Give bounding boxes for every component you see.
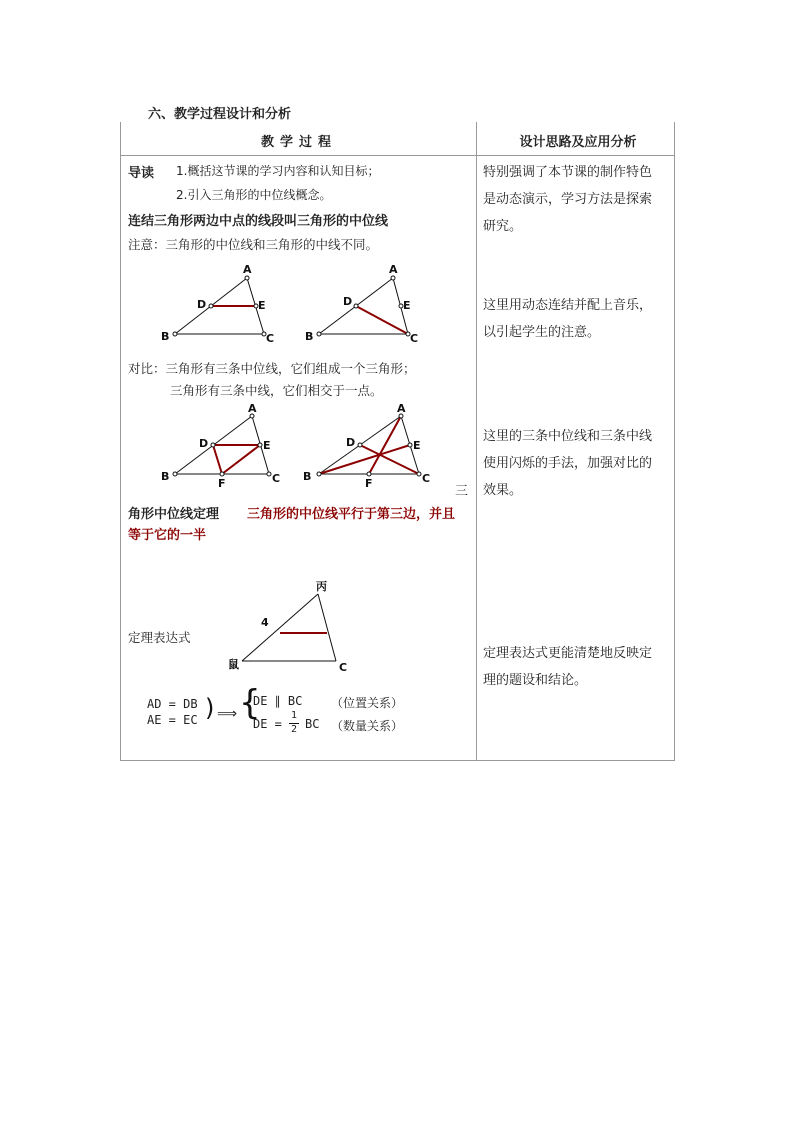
design-note-3: 这里的三条中位线和三条中线使用闪烁的手法，加强对比的效果。: [483, 429, 653, 498]
header-teaching-process: 教学过程: [261, 135, 338, 150]
left-brace: {: [239, 683, 261, 723]
premise-1: AD = DB: [147, 697, 198, 711]
compare-line-2: 三角形有三条中线，它们相交于一点。: [170, 383, 383, 398]
column-divider: [476, 122, 477, 760]
header-design-analysis: 设计思路及应用分析: [519, 135, 637, 150]
label-c: C: [422, 472, 431, 485]
label-b-glyph: 鼠: [228, 658, 239, 671]
header-divider: [121, 155, 674, 156]
label-b: B: [161, 330, 170, 343]
section-title: 六、教学过程设计和分析: [148, 107, 292, 122]
result-2-suffix: BC: [305, 717, 320, 731]
label-a: A: [243, 263, 252, 276]
premise-2: AE = EC: [147, 713, 198, 727]
result-1-note: （位置关系）: [331, 696, 404, 710]
label-f: F: [365, 477, 373, 490]
label-f: F: [218, 477, 226, 490]
label-a: A: [389, 263, 398, 276]
result-2-note: （数量关系）: [331, 719, 404, 733]
design-note-1: 特别强调了本节课的制作特色是动态演示，学习方法是探索研究。: [483, 165, 653, 234]
implies-arrow: ⟹: [217, 706, 238, 722]
label-c: C: [410, 332, 419, 345]
figure-three-midlines: [157, 404, 287, 489]
figure-median: [301, 264, 421, 344]
design-note-2: 这里用动态连结并配上音乐，以引起学生的注意。: [483, 298, 653, 340]
lesson-table: [120, 122, 675, 761]
theorem-text-line-2: 等于它的一半: [128, 528, 207, 543]
label-d: D: [346, 436, 356, 449]
theorem-wrap-char: 三: [455, 484, 469, 499]
result-1: DE ∥ BC: [253, 694, 303, 708]
label-c: C: [266, 332, 275, 345]
label-b: B: [305, 330, 314, 343]
label-c: C: [339, 661, 348, 674]
caution-note: 注意：三角形的中位线和三角形的中线不同。: [128, 237, 379, 252]
label-b: B: [161, 470, 170, 483]
theorem-text-line-1: 三角形的中位线平行于第三边，并且: [247, 507, 456, 522]
label-b: B: [303, 470, 312, 483]
label-e: E: [403, 299, 411, 312]
label-a: A: [248, 402, 257, 415]
result-2-prefix: DE =: [253, 717, 282, 731]
figure-theorem: [226, 582, 356, 677]
label-e: E: [263, 439, 271, 452]
expression-label: 定理表达式: [128, 630, 191, 645]
fraction-denominator: 2: [291, 724, 298, 735]
label-d: D: [197, 298, 207, 311]
label-d: D: [343, 295, 353, 308]
intro-label: 导读: [128, 166, 155, 181]
label-e: E: [258, 299, 266, 312]
intro-item-1: 1.概括这节课的学习内容和认知目标；: [176, 164, 380, 178]
figure-three-medians: [301, 404, 431, 489]
theorem-label: 角形中位线定理: [128, 507, 220, 522]
label-a: A: [397, 402, 406, 415]
label-a-glyph: 丙: [316, 580, 327, 593]
median-segment: [356, 306, 408, 334]
label-c: C: [272, 472, 281, 485]
design-note-4: 定理表达式更能清楚地反映定理的题设和结论。: [483, 646, 653, 688]
label-d-glyph: 4: [261, 616, 269, 629]
label-e: E: [413, 439, 421, 452]
label-d: D: [199, 437, 209, 450]
compare-line-1: 对比：三角形有三条中位线，它们组成一个三角形；: [128, 361, 416, 376]
figure-midline: [157, 264, 277, 344]
intro-item-2: 2.引入三角形的中位线概念。: [176, 188, 332, 202]
right-paren: ): [205, 694, 215, 722]
midline-definition: 连结三角形两边中点的线段叫三角形的中位线: [128, 214, 389, 229]
fraction-numerator: 1: [291, 710, 298, 721]
